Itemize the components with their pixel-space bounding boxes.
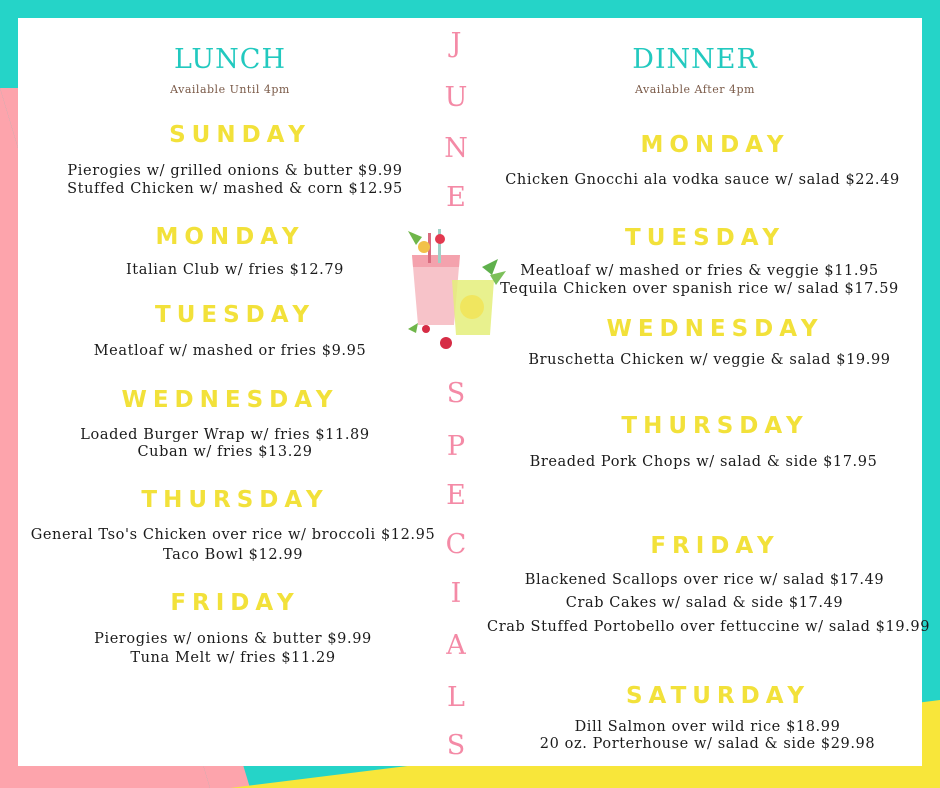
vertical-letter: N <box>444 133 468 164</box>
lunch-item: Loaded Burger Wrap w/ fries $11.89 <box>80 427 370 443</box>
vertical-letter: S <box>446 730 466 761</box>
dinner-item: 20 oz. Porterhouse w/ salad & side $29.98 <box>539 736 876 752</box>
lunch-subtitle: Available Until 4pm <box>170 83 290 96</box>
dinner-day-saturday: SATURDAY <box>625 683 810 709</box>
vertical-letter: E <box>446 480 466 511</box>
dinner-item: Breaded Pork Chops w/ salad & side $17.95 <box>529 454 878 470</box>
lunch-item: Pierogies w/ onions & butter $9.99 <box>94 631 372 647</box>
lunch-item: Cuban w/ fries $13.29 <box>137 444 313 460</box>
dinner-item: Meatloaf w/ mashed or fries & veggie $11.95 <box>520 263 879 279</box>
lunch-day-monday: MONDAY <box>155 224 305 250</box>
dinner-item: Blackened Scallops over rice w/ salad $17.49 <box>524 572 885 588</box>
dinner-item: Bruschetta Chicken w/ veggie & salad $19.99 <box>528 352 891 368</box>
dinner-item: Crab Cakes w/ salad & side $17.49 <box>565 595 844 611</box>
vertical-letter: C <box>445 529 467 560</box>
dinner-day-thursday: THURSDAY <box>621 413 809 439</box>
dinner-item: Chicken Gnocchi ala vodka sauce w/ salad $22.49 <box>505 172 900 188</box>
lunch-item: Taco Bowl $12.99 <box>162 547 304 563</box>
vertical-letter: A <box>446 630 466 661</box>
vertical-letter: E <box>446 182 466 213</box>
dinner-day-tuesday: TUESDAY <box>625 225 785 251</box>
lunch-item: Tuna Melt w/ fries $11.29 <box>130 650 336 666</box>
dinner-item: Crab Stuffed Portobello over fettuccine w/ salad $19.99 <box>487 619 931 635</box>
lunch-item: Meatloaf w/ mashed or fries $9.95 <box>93 343 367 359</box>
lunch-item: Pierogies w/ grilled onions & butter $9.99 <box>67 163 403 179</box>
vertical-letter: S <box>446 378 466 409</box>
lunch-day-thursday: THURSDAY <box>141 487 329 513</box>
lunch-day-sunday: SUNDAY <box>169 122 311 148</box>
lunch-day-tuesday: TUESDAY <box>155 302 315 328</box>
vertical-letter: L <box>447 682 465 713</box>
lunch-title: LUNCH <box>173 44 287 75</box>
lunch-day-wednesday: WEDNESDAY <box>121 387 339 413</box>
vertical-letter: I <box>450 578 462 609</box>
dinner-item: Tequila Chicken over spanish rice w/ salad $17.59 <box>500 281 899 297</box>
dinner-item: Dill Salmon over wild rice $18.99 <box>574 719 841 735</box>
vertical-letter: U <box>444 82 468 113</box>
dinner-day-wednesday: WEDNESDAY <box>606 316 824 342</box>
lunch-day-friday: FRIDAY <box>170 590 300 616</box>
dinner-day-friday: FRIDAY <box>650 533 780 559</box>
lunch-item: General Tso's Chicken over rice w/ broccoli $12.95 <box>30 527 436 543</box>
vertical-letter: P <box>446 431 466 462</box>
dinner-title: DINNER <box>632 44 758 75</box>
lunch-item: Italian Club w/ fries $12.79 <box>125 262 345 278</box>
dinner-subtitle: Available After 4pm <box>635 83 755 96</box>
vertical-letter: J <box>450 28 462 59</box>
lunch-item: Stuffed Chicken w/ mashed & corn $12.95 <box>67 181 403 197</box>
dinner-day-monday: MONDAY <box>640 132 790 158</box>
